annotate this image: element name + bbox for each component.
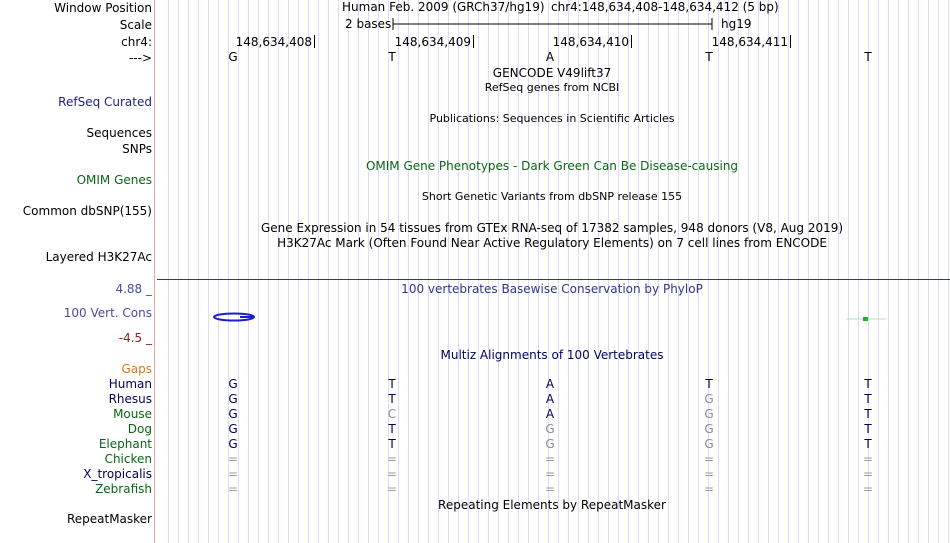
alignment-base: G [228, 437, 238, 451]
grid-line [198, 0, 199, 543]
label-window-position[interactable]: Window Position [54, 1, 152, 15]
alignment-base: T [864, 422, 872, 436]
grid-line [798, 0, 799, 543]
grid-line [938, 0, 939, 543]
grid-line [778, 0, 779, 543]
grid-line [808, 0, 809, 543]
label-layered-h3k27ac[interactable]: Layered H3K27Ac [45, 250, 152, 264]
grid-line [628, 0, 629, 543]
alignment-base: G [704, 407, 714, 421]
grid-line [258, 0, 259, 543]
alignment-base: = [227, 482, 239, 496]
grid-line [728, 0, 729, 543]
reference-base[interactable]: T [388, 50, 396, 64]
grid-line [448, 0, 449, 543]
alignment-base: T [864, 407, 872, 421]
grid-line [168, 0, 169, 543]
alignment-base: = [862, 467, 874, 481]
alignment-base: T [864, 437, 872, 451]
species-label-mouse[interactable]: Mouse [113, 407, 152, 421]
alignment-base: T [864, 377, 872, 391]
grid-line [758, 0, 759, 543]
grid-line [398, 0, 399, 543]
alignment-base: G [545, 422, 555, 436]
grid-line [218, 0, 219, 543]
track-separator [157, 279, 950, 280]
grid-line [638, 0, 639, 543]
grid-line [458, 0, 459, 543]
phylop-max-value: 4.88 _ [115, 282, 152, 296]
grid-line [818, 0, 819, 543]
alignment-base: G [704, 392, 714, 406]
publications-track-desc: Publications: Sequences in Scientific Articles [429, 112, 675, 125]
grid-line [378, 0, 379, 543]
alignment-base: A [545, 407, 555, 421]
grid-line [928, 0, 929, 543]
alignment-base: G [228, 422, 238, 436]
alignment-base: T [705, 377, 713, 391]
conservation-g-glyph [212, 312, 258, 322]
species-label-rhesus[interactable]: Rhesus [108, 392, 152, 406]
label-strand[interactable]: ---> [128, 51, 152, 65]
grid-line [318, 0, 319, 543]
coordinate-label: 148,634,409 [394, 35, 471, 49]
grid-line [328, 0, 329, 543]
grid-line [658, 0, 659, 543]
alignment-base: = [862, 452, 874, 466]
grid-line [918, 0, 919, 543]
alignment-base: = [862, 482, 874, 496]
alignment-base: = [227, 467, 239, 481]
grid-line [428, 0, 429, 543]
label-scale[interactable]: Scale [119, 18, 152, 32]
multiz-track-desc: Multiz Alignments of 100 Vertebrates [440, 348, 664, 362]
grid-line [768, 0, 769, 543]
alignment-base: T [388, 377, 396, 391]
alignment-base: = [386, 482, 398, 496]
gtex-track-desc: Gene Expression in 54 tissues from GTEx RNA-seq of 17382 samples, 948 donors (V8, Aug 2019) [260, 221, 844, 235]
grid-line [698, 0, 699, 543]
label-chrom[interactable]: chr4: [121, 35, 152, 49]
grid-line [278, 0, 279, 543]
grid-line [238, 0, 239, 543]
label-100-vert-cons[interactable]: 100 Vert. Cons [63, 306, 152, 320]
grid-line [668, 0, 669, 543]
species-label-dog[interactable]: Dog [127, 422, 152, 436]
coordinate-label: 148,634,408 [235, 35, 312, 49]
reference-base[interactable]: G [228, 50, 238, 64]
alignment-base: A [545, 392, 555, 406]
alignment-base: T [388, 422, 396, 436]
grid-line [178, 0, 179, 543]
grid-line [788, 0, 789, 543]
grid-line [268, 0, 269, 543]
coordinate-label: 148,634,410 [552, 35, 629, 49]
label-snps[interactable]: SNPs [122, 142, 152, 156]
alignment-base: G [228, 407, 238, 421]
alignment-base: T [388, 392, 396, 406]
dbsnp-track-desc: Short Genetic Variants from dbSNP release 155 [421, 190, 683, 203]
grid-line [418, 0, 419, 543]
position-range: chr4:148,634,408-148,634,412 (5 bp) [551, 0, 779, 14]
coordinate-tick [314, 35, 315, 48]
reference-base[interactable]: T [864, 50, 872, 64]
grid-line [368, 0, 369, 543]
label-gaps[interactable]: Gaps [121, 362, 152, 376]
alignment-base: = [703, 482, 715, 496]
grid-line [248, 0, 249, 543]
grid-line [948, 0, 949, 543]
alignment-base: = [544, 452, 556, 466]
scale-bar-label: 2 bases [345, 17, 392, 31]
assembly-title: Human Feb. 2009 (GRCh37/hg19) [342, 0, 545, 14]
alignment-base: = [703, 467, 715, 481]
refseq-track-desc: RefSeq genes from NCBI [484, 81, 620, 94]
grid-line [298, 0, 299, 543]
alignment-base: G [704, 437, 714, 451]
alignment-base: = [227, 452, 239, 466]
grid-line [678, 0, 679, 543]
grid-line [358, 0, 359, 543]
alignment-base: = [703, 452, 715, 466]
grid-line [348, 0, 349, 543]
label-refseq-curated[interactable]: RefSeq Curated [58, 95, 152, 109]
alignment-base: T [864, 392, 872, 406]
grid-line [308, 0, 309, 543]
alignment-base: G [228, 392, 238, 406]
scale-bar-db: hg19 [721, 17, 752, 31]
grid-line [848, 0, 849, 543]
label-omim-genes[interactable]: OMIM Genes [76, 173, 152, 187]
phylop-min-value: -4.5 _ [118, 331, 152, 345]
gencode-track-title[interactable]: GENCODE V49lift37 [492, 66, 612, 80]
h3k27ac-track-desc: H3K27Ac Mark (Often Found Near Active Regulatory Elements) on 7 cell lines from ENCODE [277, 236, 827, 250]
species-label-chicken[interactable]: Chicken [104, 452, 152, 466]
scale-bar [392, 17, 714, 31]
reference-base[interactable]: T [705, 50, 713, 64]
alignment-base: G [228, 377, 238, 391]
grid-line [748, 0, 749, 543]
species-label-zebrafish[interactable]: Zebrafish [95, 482, 152, 496]
omim-track-desc: OMIM Gene Phenotypes - Dark Green Can Be Disease-causing [365, 159, 739, 173]
alignment-base: T [388, 437, 396, 451]
repeatmasker-track-desc: Repeating Elements by RepeatMasker [438, 498, 666, 512]
label-repeatmasker[interactable]: RepeatMasker [66, 512, 152, 526]
species-label-human[interactable]: Human [108, 377, 152, 391]
grid-line [898, 0, 899, 543]
grid-line [438, 0, 439, 543]
grid-line [188, 0, 189, 543]
phylop-track-desc: 100 vertebrates Basewise Conservation by PhyloP [401, 282, 703, 296]
alignment-base: G [545, 437, 555, 451]
alignment-base: = [544, 467, 556, 481]
coordinate-tick [473, 35, 474, 48]
label-common-dbsnp[interactable]: Common dbSNP(155) [22, 204, 152, 218]
grid-line [478, 0, 479, 543]
grid-line [888, 0, 889, 543]
grid-line [408, 0, 409, 543]
coordinate-tick [790, 35, 791, 48]
grid-line [908, 0, 909, 543]
coordinate-label: 148,634,411 [711, 35, 788, 49]
grid-line [738, 0, 739, 543]
grid-line [878, 0, 879, 543]
label-divider [154, 0, 155, 543]
grid-line [338, 0, 339, 543]
grid-line [288, 0, 289, 543]
alignment-base: A [545, 377, 555, 391]
conservation-mark [846, 316, 886, 322]
coordinate-tick [631, 35, 632, 48]
grid-line [858, 0, 859, 543]
grid-line [208, 0, 209, 543]
grid-line [828, 0, 829, 543]
alignment-base: G [704, 422, 714, 436]
label-sequences[interactable]: Sequences [86, 126, 152, 140]
alignment-base: = [544, 482, 556, 496]
grid-line [648, 0, 649, 543]
species-label-elephant[interactable]: Elephant [98, 437, 152, 451]
species-label-x_tropicalis[interactable]: X_tropicalis [83, 467, 152, 481]
grid-line [838, 0, 839, 543]
alignment-base: = [386, 467, 398, 481]
grid-line [718, 0, 719, 543]
alignment-base: = [386, 452, 398, 466]
alignment-base: C [387, 407, 397, 421]
reference-base[interactable]: A [545, 50, 555, 64]
grid-line [468, 0, 469, 543]
grid-line [688, 0, 689, 543]
